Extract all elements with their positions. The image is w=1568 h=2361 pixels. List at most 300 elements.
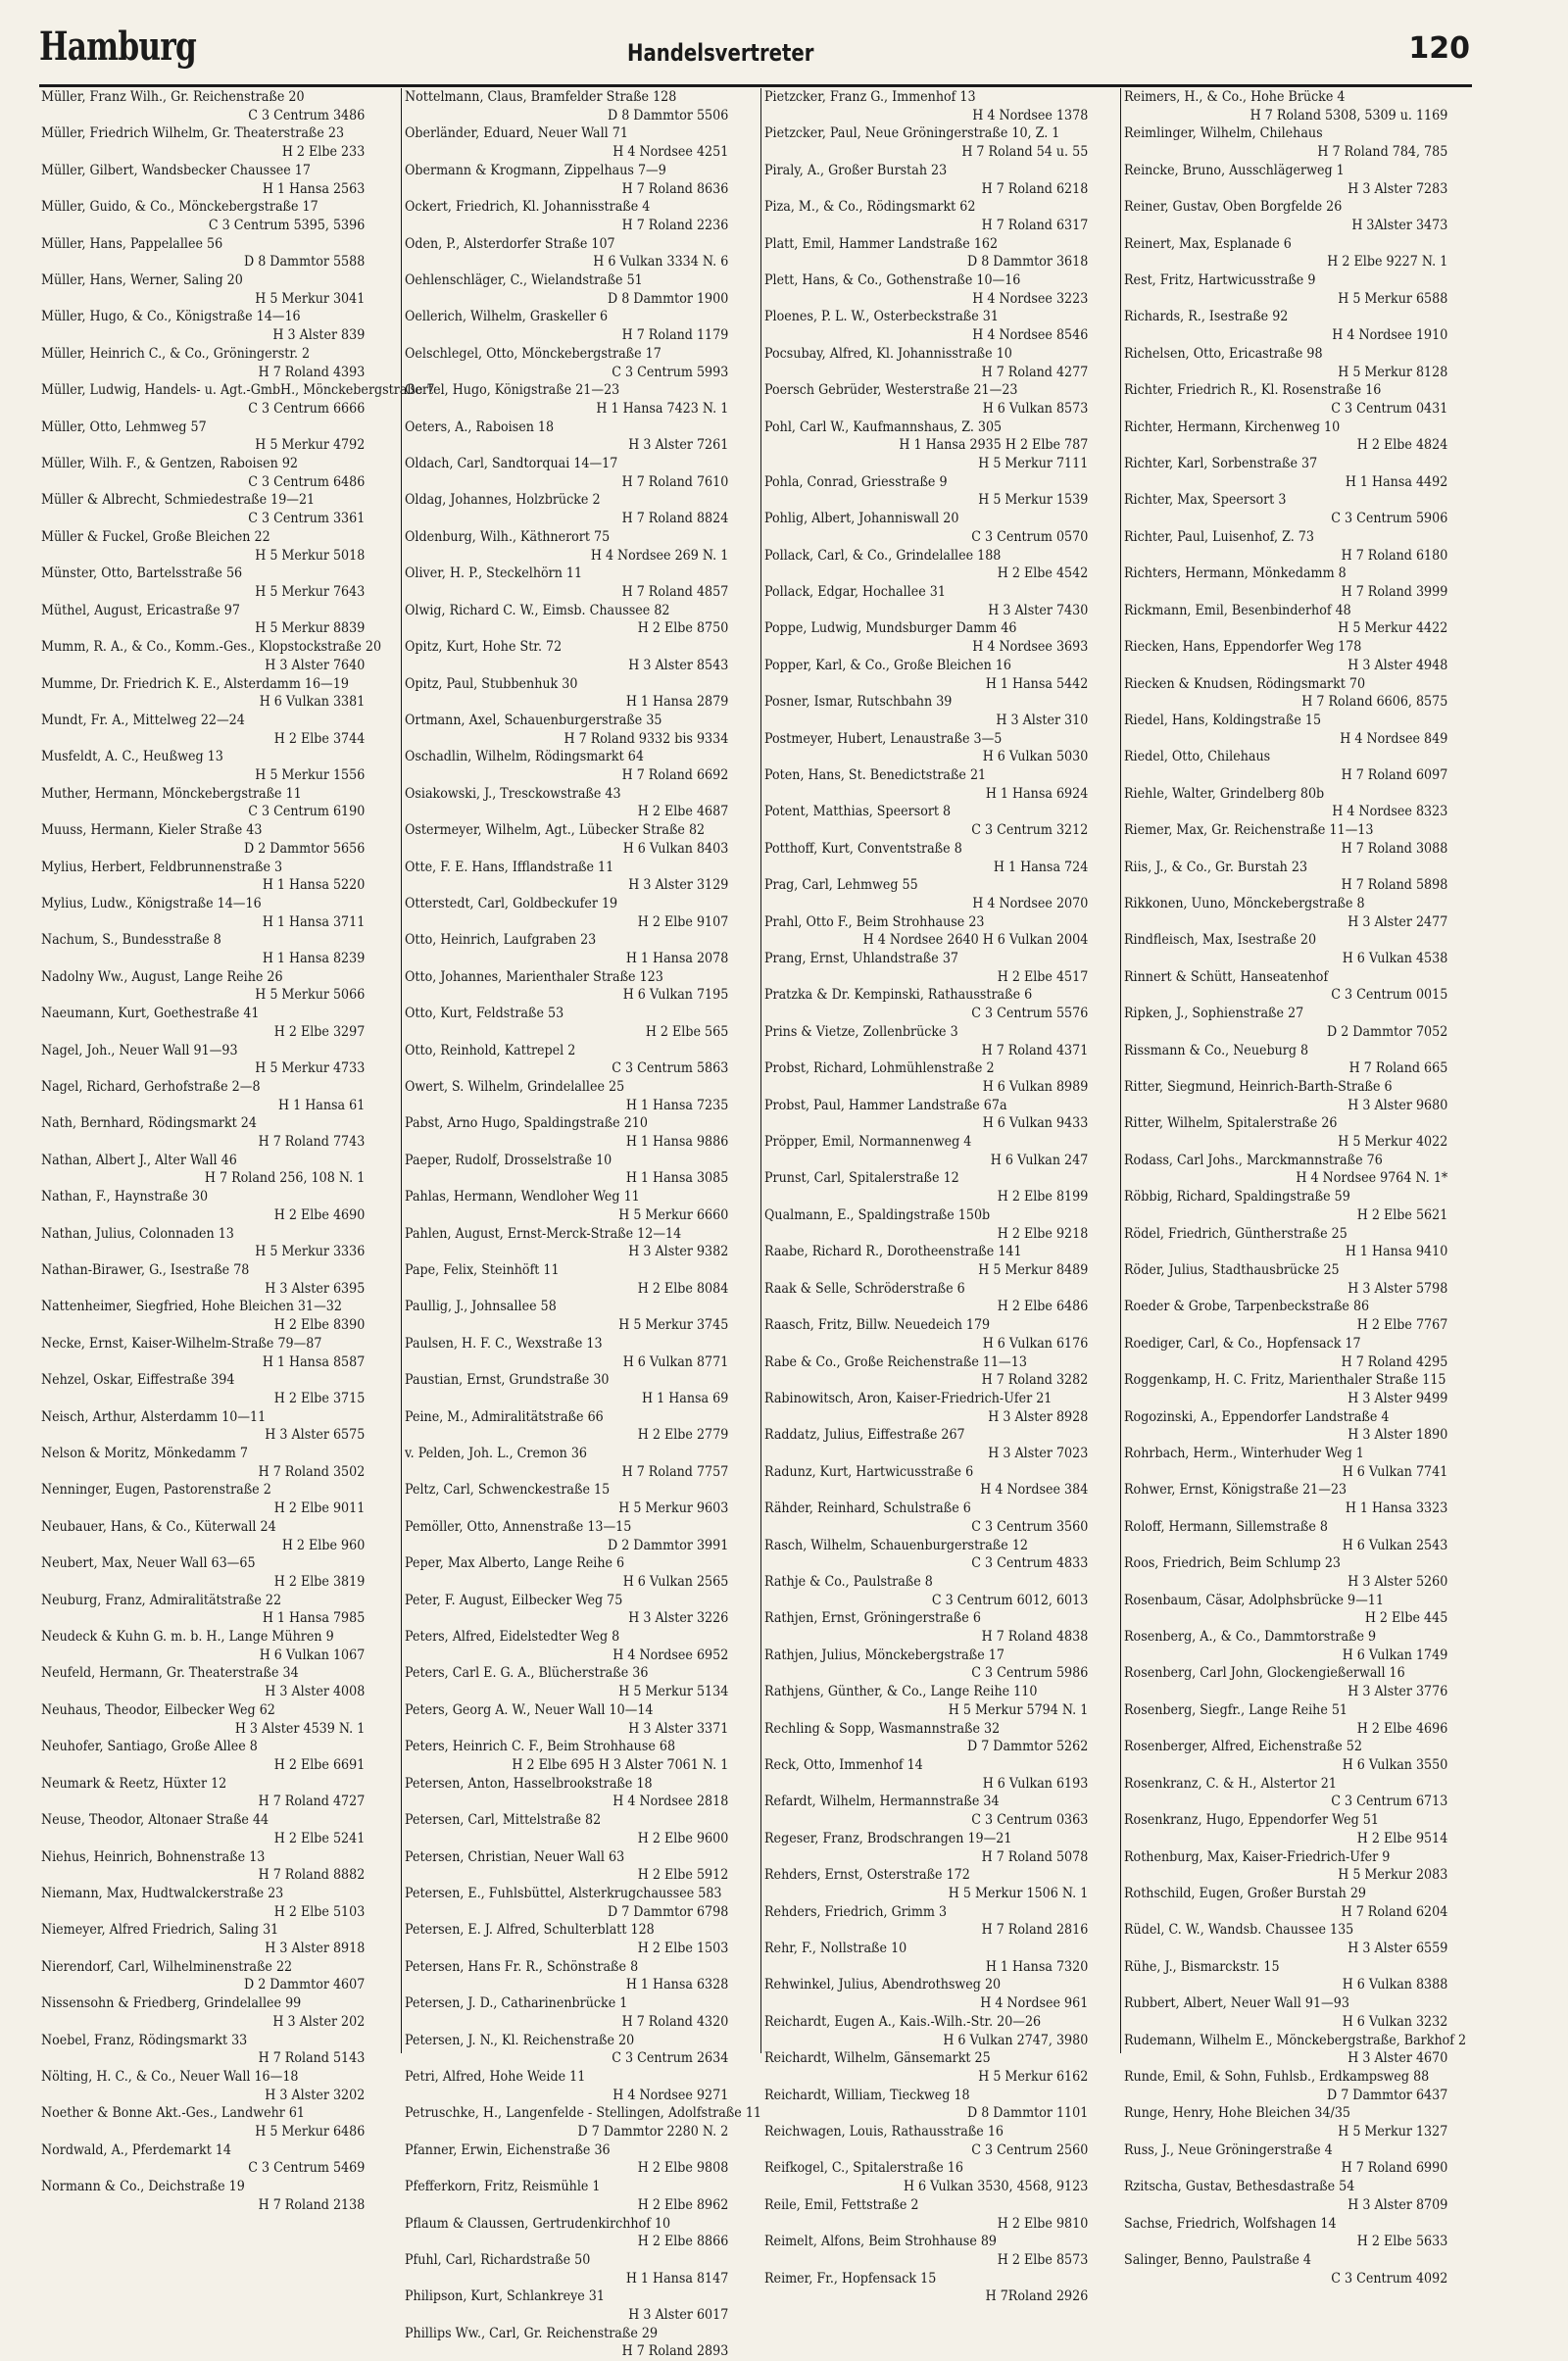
entry-name: Nölting, H. C., & Co., Neuer Wall 16—18 — [41, 2068, 299, 2085]
directory-entry — [405, 1225, 732, 1261]
entry-name: Rähder, Reinhard, Schulstraße 6 — [764, 1500, 971, 1517]
entry-phone: H 2 Elbe 233 — [281, 144, 366, 161]
directory-entry — [405, 931, 732, 967]
directory-entry — [1124, 2251, 1451, 2287]
directory-entry — [764, 455, 1092, 473]
entry-name: Rosenkranz, Hugo, Eppendorfer Weg 51 — [1124, 1812, 1379, 1829]
entry-name: Qualmann, E., Spaldingstraße 150b — [764, 1206, 991, 1223]
entry-name: Nierendorf, Carl, Wilhelminenstraße 22 — [41, 1958, 293, 1975]
entry-phone: H 4 Nordsee 2070 — [972, 895, 1089, 911]
entry-phone: H 7 Roland 3088 — [1341, 840, 1448, 857]
entry-name: Potent, Matthias, Speersort 8 — [764, 804, 952, 820]
entry-phone: H 2 Elbe 960 — [281, 1537, 366, 1553]
entry-phone: H 5 Merkur 8839 — [255, 620, 366, 637]
entry-name: Richter, Max, Speersort 3 — [1124, 492, 1287, 509]
directory-entry — [405, 675, 732, 712]
entry-phone: H 3 Alster 4008 — [265, 1684, 366, 1700]
entry-phone: H 3 Alster 8928 — [988, 1408, 1089, 1425]
entry-name: Rosenberger, Alfred, Eichenstraße 52 — [1124, 1739, 1362, 1755]
directory-entry — [41, 2068, 368, 2104]
entry-name: Pfanner, Erwin, Eichenstraße 36 — [405, 2141, 611, 2158]
entry-phone: H 3 Alster 7283 — [1348, 180, 1448, 197]
directory-entry — [41, 1188, 368, 1224]
entry-name: Petersen, Carl, Mittelstraße 82 — [405, 1812, 602, 1829]
entry-name: v. Pelden, Joh. L., Cremon 36 — [405, 1446, 587, 1462]
entry-phone: H 7 Roland 8824 — [621, 511, 729, 527]
entry-name: Pollack, Edgar, Hochallee 31 — [764, 583, 946, 600]
entry-name: Petersen, E., Fuhlsbüttel, Alsterkrugchaussee 583 — [405, 1885, 722, 1901]
directory-entry — [405, 124, 732, 161]
entry-name: Pahlen, August, Ernst-Merck-Straße 12—14 — [405, 1225, 682, 1242]
entry-phone: H 6 Vulkan 6176 — [982, 1335, 1089, 1352]
entry-phone: H 3 Alster 839 — [272, 327, 366, 344]
directory-entry — [764, 2087, 1092, 2123]
entry-phone: H 7 Roland 1179 — [621, 327, 729, 344]
entry-name: Piraly, A., Großer Burstah 23 — [764, 162, 948, 178]
directory-entry — [1124, 1738, 1451, 1774]
entry-phone: H 7 Roland 4320 — [621, 2013, 729, 2030]
entry-name: Radunz, Kurt, Hartwicusstraße 6 — [764, 1463, 974, 1480]
entry-name: Pietzcker, Paul, Neue Gröningerstraße 10, Z. 1 — [764, 125, 1060, 142]
entry-phone: H 1 Hansa 5220 — [262, 877, 366, 894]
entry-name: Pfefferkorn, Fritz, Reismühle 1 — [405, 2179, 601, 2195]
directory-entry — [41, 308, 368, 344]
entry-name: Riedel, Hans, Koldingstraße 15 — [1124, 712, 1322, 728]
entry-name: Mylius, Ludw., Königstraße 14—16 — [41, 895, 262, 911]
directory-entry — [41, 1592, 368, 1628]
entry-name: Müller & Fuckel, Große Bleichen 22 — [41, 528, 270, 545]
entry-phone: H 6 Vulkan 2747, 3980 — [943, 2032, 1089, 2048]
entry-name: Rinnert & Schütt, Hanseatenhof — [1124, 968, 1329, 985]
entry-phone: C 3 Centrum 0570 — [971, 528, 1089, 545]
entry-name: Ostermeyer, Wilhelm, Agt., Lübecker Straße 82 — [405, 822, 706, 839]
entry-phone: C 3 Centrum 4833 — [971, 1555, 1089, 1572]
entry-name: Reichardt, Wilhelm, Gänsemarkt 25 — [764, 2050, 991, 2067]
directory-entry — [764, 162, 1092, 198]
entry-phone: C 3 Centrum 3361 — [248, 511, 366, 527]
directory-entry — [764, 1206, 1092, 1243]
entry-name: Neuhaus, Theodor, Eilbecker Weg 62 — [41, 1701, 275, 1718]
directory-entry — [764, 1940, 1092, 1976]
entry-phone: H 4 Nordsee 269 N. 1 — [590, 547, 729, 564]
entry-phone: H 3 Alster 3776 — [1348, 1684, 1448, 1700]
directory-entry — [41, 1628, 368, 1664]
entry-name: Richards, R., Isestraße 92 — [1124, 309, 1289, 325]
directory-entry — [41, 785, 368, 821]
directory-entry — [1124, 1994, 1451, 2031]
entry-phone: C 3 Centrum 3486 — [248, 107, 366, 123]
entry-phone: H 6 Vulkan 8771 — [622, 1353, 729, 1370]
directory-entry — [1124, 1371, 1451, 1407]
entry-name: Nelson & Moritz, Mönkedamm 7 — [41, 1446, 248, 1462]
directory-entry — [764, 1537, 1092, 1573]
entry-name: Prunst, Carl, Spitalerstraße 12 — [764, 1170, 959, 1187]
entry-name: Neubert, Max, Neuer Wall 63—65 — [41, 1555, 256, 1572]
directory-entry — [405, 2251, 732, 2287]
entry-phone: C 3 Centrum 0431 — [1331, 400, 1448, 417]
entry-name: Müller, Hugo, & Co., Königstraße 14—16 — [41, 309, 301, 325]
directory-entry — [1124, 1042, 1451, 1078]
entry-name: Müller, Wilh. F., & Gentzen, Raboisen 92 — [41, 456, 299, 472]
entry-phone: H 1 Hansa 2935 H 2 Elbe 787 — [899, 437, 1089, 454]
entry-name: Piza, M., & Co., Rödingsmarkt 62 — [764, 199, 976, 216]
entry-name: Oertel, Hugo, Königstraße 21—23 — [405, 382, 620, 399]
entry-name: Oldenburg, Wilh., Käthnerort 75 — [405, 528, 611, 545]
directory-entry — [405, 2325, 732, 2361]
entry-phone: H 2 Elbe 8390 — [273, 1317, 366, 1334]
entry-phone: D 8 Dammtor 5506 — [607, 107, 729, 123]
entry-phone: H 4 Nordsee 2818 — [612, 1794, 729, 1810]
directory-entry — [764, 1426, 1092, 1462]
entry-phone: H 1 Hansa 2078 — [625, 951, 729, 967]
directory-entry — [41, 602, 368, 638]
directory-entry — [41, 565, 368, 601]
entry-phone: H 4 Nordsee 961 — [980, 1995, 1089, 2012]
directory-entry — [1124, 1445, 1451, 1481]
entry-phone: H 2 Elbe 8750 — [637, 620, 729, 637]
directory-entry — [41, 821, 368, 858]
entry-phone: H 3 Alster 4948 — [1348, 657, 1448, 673]
entry-name: Pröpper, Emil, Normannenweg 4 — [764, 1134, 972, 1151]
directory-entry — [764, 1647, 1092, 1683]
entry-name: Oldag, Johannes, Holzbrücke 2 — [405, 492, 601, 509]
entry-phone: H 4 Nordsee 384 — [980, 1482, 1089, 1499]
directory-entry — [764, 235, 1092, 271]
entry-name: Phillips Ww., Carl, Gr. Reichenstraße 29 — [405, 2325, 659, 2341]
entry-phone: H 6 Vulkan 3381 — [259, 694, 366, 711]
entry-phone: H 7 Roland 7743 — [258, 1134, 366, 1151]
entry-phone: H 2 Elbe 5241 — [273, 1830, 366, 1846]
directory-entry — [405, 1701, 732, 1738]
entry-name: Peter, F. August, Eilbecker Weg 75 — [405, 1592, 623, 1608]
entry-phone: H 2 Elbe 4824 — [1356, 437, 1448, 454]
directory-entry — [405, 1261, 732, 1298]
directory-entry — [764, 381, 1092, 418]
directory-entry — [1124, 748, 1451, 784]
directory-entry — [405, 528, 732, 565]
entry-phone: H 3 Alster 3226 — [628, 1610, 729, 1627]
entry-phone: H 5 Merkur 6486 — [255, 2124, 366, 2140]
entry-name: Popper, Karl, & Co., Große Bleichen 16 — [764, 657, 1011, 673]
directory-entry — [41, 1775, 368, 1811]
entry-name: Müller, Ludwig, Handels- u. Agt.-GmbH., Mönckebergstraße 7 — [41, 382, 435, 399]
directory-entry — [764, 840, 1092, 876]
entry-name: Reimer, Fr., Hopfensack 15 — [764, 2270, 937, 2287]
entry-name: Ockert, Friedrich, Kl. Johannisstraße 4 — [405, 199, 651, 216]
entry-name: Rathje & Co., Paulstraße 8 — [764, 1573, 933, 1590]
entry-phone: H 2 Elbe 4696 — [1356, 1720, 1448, 1737]
entry-phone: H 4 Nordsee 9764 N. 1* — [1296, 1170, 1448, 1187]
entry-phone: H 3 Alster 8709 — [1348, 2196, 1448, 2213]
directory-entry — [41, 418, 368, 455]
entry-phone: H 4 Nordsee 4251 — [612, 144, 729, 161]
entry-phone: C 3 Centrum 6666 — [248, 400, 366, 417]
entry-phone: H 2 Elbe 4517 — [997, 968, 1089, 985]
directory-columns — [41, 88, 1472, 2360]
entry-phone: H 3 Alster 6575 — [265, 1427, 366, 1444]
entry-phone: H 6 Vulkan 2543 — [1342, 1537, 1448, 1553]
directory-entry — [764, 876, 1092, 912]
entry-name: Rosenberg, Siegfr., Lange Reihe 51 — [1124, 1701, 1348, 1718]
entry-name: Reinert, Max, Esplanade 6 — [1124, 235, 1292, 252]
entry-name: Müller, Hans, Werner, Saling 20 — [41, 272, 243, 289]
entry-phone: H 7 Roland 6218 — [981, 180, 1089, 197]
directory-entry — [405, 1921, 732, 1957]
directory-entry — [405, 2141, 732, 2178]
directory-entry — [1124, 308, 1451, 344]
entry-name: Peters, Alfred, Eidelstedter Weg 8 — [405, 1629, 620, 1646]
entry-name: Rohrbach, Herm., Winterhuder Weg 1 — [1124, 1446, 1364, 1462]
entry-name: Regeser, Franz, Brodschrangen 19—21 — [764, 1830, 1012, 1846]
entry-phone: H 1 Hansa 2879 — [625, 694, 729, 711]
entry-name: Opitz, Paul, Stubbenhuk 30 — [405, 675, 578, 692]
entry-name: Muuss, Hermann, Kieler Straße 43 — [41, 822, 263, 839]
directory-entry — [405, 1298, 732, 1334]
entry-name: Niemeyer, Alfred Friedrich, Saling 31 — [41, 1922, 279, 1939]
directory-entry — [1124, 235, 1451, 271]
entry-phone: H 3 Alster 4539 N. 1 — [234, 1720, 366, 1737]
page-number: 120 — [1408, 31, 1470, 66]
entry-name: Plett, Hans, & Co., Gothenstraße 10—16 — [764, 272, 1021, 289]
entry-phone: H 7 Roland 5898 — [1341, 877, 1448, 894]
directory-entry — [764, 418, 1092, 455]
entry-name: Otto, Reinhold, Kattrepel 2 — [405, 1042, 576, 1058]
directory-entry — [1124, 124, 1451, 161]
entry-name: Ritter, Wilhelm, Spitalerstraße 26 — [1124, 1115, 1338, 1132]
entry-name: Muther, Hermann, Mönckebergstraße 11 — [41, 785, 302, 802]
entry-name: Ritter, Siegmund, Heinrich-Barth-Straße 6 — [1124, 1078, 1393, 1095]
entry-phone: C 3 Centrum 6486 — [248, 473, 366, 490]
entry-name: Peters, Heinrich C. F., Beim Strohhause 68 — [405, 1739, 676, 1755]
entry-name: Richter, Karl, Sorbenstraße 37 — [1124, 456, 1318, 472]
directory-entry — [1124, 785, 1451, 821]
entry-name: Olwig, Richard C. W., Eimsb. Chaussee 82 — [405, 602, 670, 618]
directory-entry — [1124, 1628, 1451, 1664]
entry-phone: H 3 Alster 3371 — [628, 1720, 729, 1737]
entry-name: Otto, Kurt, Feldstraße 53 — [405, 1006, 564, 1022]
entry-name: Oehlenschläger, C., Wielandstraße 51 — [405, 272, 643, 289]
entry-name: Roos, Friedrich, Beim Schlump 23 — [1124, 1555, 1342, 1572]
entry-phone: H 2 Elbe 6486 — [997, 1299, 1089, 1315]
entry-phone: H 3 Alster 7261 — [628, 437, 729, 454]
entry-name: Pohla, Conrad, Griesstraße 9 — [764, 473, 948, 490]
directory-entry — [405, 1554, 732, 1591]
entry-name: Müller, Franz Wilh., Gr. Reichenstraße 20 — [41, 89, 305, 105]
directory-entry — [764, 1793, 1092, 1829]
entry-name: Refardt, Wilhelm, Hermannstraße 34 — [764, 1794, 1000, 1810]
column-1 — [41, 88, 435, 2213]
entry-name: Rühe, J., Bismarckstr. 15 — [1124, 1958, 1280, 1975]
directory-entry — [405, 162, 732, 198]
entry-phone: H 7 Roland 6097 — [1341, 767, 1448, 784]
directory-entry — [1124, 638, 1451, 674]
entry-phone: H 5 Merkur 6660 — [618, 1206, 729, 1223]
entry-phone: H 7 Roland 4393 — [258, 364, 366, 380]
entry-name: Otto, Johannes, Marienthaler Straße 123 — [405, 968, 663, 985]
directory-entry — [41, 1811, 368, 1847]
directory-entry — [1124, 1848, 1451, 1885]
entry-name: Posner, Ismar, Rutschbahn 39 — [764, 694, 953, 711]
entry-name: Reimelt, Alfons, Beim Strohhause 89 — [764, 2234, 998, 2250]
entry-name: Reincke, Bruno, Ausschlägerweg 1 — [1124, 162, 1345, 178]
entry-phone: H 1 Hansa 724 — [993, 859, 1089, 875]
entry-phone: H 2 Elbe 9107 — [637, 913, 729, 930]
directory-entry — [405, 602, 732, 638]
entry-name: Rikkonen, Uuno, Mönckebergstraße 8 — [1124, 895, 1365, 911]
directory-entry — [1124, 859, 1451, 895]
directory-entry — [764, 1097, 1092, 1133]
directory-entry — [1124, 675, 1451, 712]
entry-phone: H 1 Hansa 7423 N. 1 — [596, 400, 729, 417]
entry-phone: H 2 Elbe 8573 — [997, 2251, 1089, 2268]
entry-name: Paullig, J., Johnsallee 58 — [405, 1299, 557, 1315]
entry-phone: H 7 Roland 6180 — [1341, 547, 1448, 564]
entry-name: Peters, Georg A. W., Neuer Wall 10—14 — [405, 1701, 654, 1718]
directory-entry — [1124, 602, 1451, 638]
entry-name: Peltz, Carl, Schwenckestraße 15 — [405, 1482, 611, 1499]
entry-name: Rickmann, Emil, Besenbinderhof 48 — [1124, 602, 1351, 618]
entry-name: Ripken, J., Sophienstraße 27 — [1124, 1006, 1304, 1022]
entry-phone: H 7 Roland 6692 — [621, 767, 729, 784]
entry-name: Richter, Paul, Luisenhof, Z. 73 — [1124, 528, 1314, 545]
directory-entry — [41, 1005, 368, 1041]
entry-name: Paustian, Ernst, Grundstraße 30 — [405, 1372, 610, 1389]
directory-entry — [41, 968, 368, 1005]
entry-name: Nattenheimer, Siegfried, Hohe Bleichen 31—32 — [41, 1299, 342, 1315]
entry-name: Müller, Hans, Pappelallee 56 — [41, 235, 223, 252]
directory-entry — [405, 308, 732, 344]
directory-entry — [764, 1866, 1092, 1902]
entry-name: Runge, Henry, Hohe Bleichen 34/35 — [1124, 2105, 1350, 2122]
entry-phone: C 3 Centrum 6190 — [248, 804, 366, 820]
entry-name: Rothenburg, Max, Kaiser-Friedrich-Ufer 9 — [1124, 1848, 1391, 1865]
directory-entry — [1124, 565, 1451, 601]
directory-entry — [405, 1848, 732, 1885]
entry-name: Rosenberg, A., & Co., Dammtorstraße 9 — [1124, 1629, 1377, 1646]
entry-name: Reifkogel, C., Spitalerstraße 16 — [764, 2160, 963, 2177]
entry-name: Nagel, Richard, Gerhofstraße 2—8 — [41, 1078, 261, 1095]
entry-name: Nenninger, Eugen, Pastorenstraße 2 — [41, 1482, 271, 1499]
entry-name: Müller, Friedrich Wilhelm, Gr. Theaterstraße 23 — [41, 125, 345, 142]
entry-name: Rubbert, Albert, Neuer Wall 91—93 — [1124, 1995, 1349, 2012]
entry-phone: H 7 Roland 54 u. 55 — [961, 144, 1089, 161]
entry-name: Rathjen, Ernst, Gröningerstraße 6 — [764, 1610, 981, 1627]
directory-entry — [405, 712, 732, 748]
entry-phone: H 7 Roland 4838 — [981, 1629, 1089, 1646]
entry-phone: H 7 Roland 2816 — [981, 1922, 1089, 1939]
entry-name: Rathjen, Julius, Mönckebergstraße 17 — [764, 1647, 1004, 1663]
entry-phone: H 3 Alster 3202 — [265, 2087, 366, 2103]
entry-name: Reile, Emil, Fettstraße 2 — [764, 2196, 919, 2213]
entry-phone: D 8 Dammtor 3618 — [966, 254, 1089, 271]
directory-entry — [41, 381, 435, 418]
entry-phone: C 3 Centrum 5469 — [248, 2160, 366, 2177]
entry-phone: H 1 Hansa 5442 — [985, 675, 1089, 692]
entry-phone: H 3 Alster 3129 — [628, 877, 729, 894]
entry-name: Neisch, Arthur, Alsterdamm 10—11 — [41, 1408, 267, 1425]
entry-phone: H 5 Merkur 1506 N. 1 — [948, 1885, 1089, 1901]
entry-phone: H 7 Roland 5308, 5309 u. 1169 — [1250, 107, 1448, 123]
directory-entry — [41, 1848, 368, 1885]
directory-entry — [764, 124, 1092, 161]
directory-entry — [41, 2141, 368, 2178]
entry-phone: C 3 Centrum 0015 — [1331, 987, 1448, 1004]
directory-entry — [41, 1408, 368, 1445]
entry-phone: H 7 Roland 2138 — [258, 2196, 366, 2213]
entry-name: Rechling & Sopp, Wasmannstraße 32 — [764, 1720, 1001, 1737]
city-heading: Hamburg — [39, 24, 197, 70]
directory-entry — [41, 345, 368, 381]
entry-phone: C 3 Centrum 2634 — [612, 2050, 729, 2067]
directory-entry — [405, 345, 732, 381]
directory-entry — [405, 198, 732, 234]
entry-phone: H 2 Elbe 1503 — [637, 1941, 729, 1957]
header-rule — [39, 84, 1472, 87]
directory-entry — [764, 1683, 1092, 1719]
entry-name: Rehders, Ernst, Osterstraße 172 — [764, 1867, 970, 1884]
entry-phone: H 7 Roland 4727 — [258, 1794, 366, 1810]
entry-name: Rasch, Wilhelm, Schauenburgerstraße 12 — [764, 1537, 1028, 1553]
directory-entry — [405, 1445, 732, 1481]
entry-name: Neudeck & Kuhn G. m. b. H., Lange Mühren 9 — [41, 1629, 334, 1646]
entry-phone: H 3 Alster 7640 — [265, 657, 366, 673]
entry-phone: H 2 Elbe 4542 — [997, 566, 1089, 582]
entry-phone: H 2 Elbe 3297 — [273, 1023, 366, 1040]
entry-name: Pahlas, Hermann, Wendloher Weg 11 — [405, 1189, 640, 1205]
entry-name: Salinger, Benno, Paulstraße 4 — [1124, 2251, 1311, 2268]
entry-name: Oellerich, Wilhelm, Graskeller 6 — [405, 309, 609, 325]
directory-entry — [1124, 1261, 1451, 1298]
entry-name: Sachse, Friedrich, Wolfshagen 14 — [1124, 2215, 1337, 2232]
entry-phone: H 2 Elbe 8866 — [637, 2234, 729, 2250]
entry-name: Roeder & Grobe, Tarpenbeckstraße 86 — [1124, 1299, 1370, 1315]
directory-entry — [405, 1481, 732, 1517]
entry-phone: H 3Alster 3473 — [1351, 217, 1448, 233]
entry-phone: H 6 Vulkan 3334 N. 6 — [593, 254, 729, 271]
directory-entry — [41, 1445, 368, 1481]
entry-phone: H 7 Roland 256, 108 N. 1 — [204, 1170, 366, 1187]
entry-phone: H 6 Vulkan 4538 — [1342, 951, 1448, 967]
entry-name: Nissensohn & Friedberg, Grindelallee 99 — [41, 1995, 302, 2012]
entry-phone: H 6 Vulkan 6193 — [982, 1775, 1089, 1792]
entry-phone: C 3 Centrum 3560 — [971, 1518, 1089, 1535]
entry-phone: H 5 Merkur 4422 — [1338, 620, 1448, 637]
entry-name: Mumme, Dr. Friedrich K. E., Alsterdamm 16—19 — [41, 675, 349, 692]
entry-phone: C 3 Centrum 0363 — [971, 1812, 1089, 1829]
directory-entry — [405, 748, 732, 784]
directory-entry — [1124, 1335, 1451, 1371]
entry-phone: H 1 Hansa 8587 — [262, 1353, 366, 1370]
entry-phone: H 2 Elbe 6691 — [273, 1756, 366, 1773]
entry-name: Petersen, E. J. Alfred, Schulterblatt 128 — [405, 1922, 655, 1939]
entry-phone: H 5 Merkur 6588 — [1338, 290, 1448, 307]
directory-entry — [41, 1481, 368, 1517]
entry-phone: H 1 Hansa 3085 — [625, 1170, 729, 1187]
entry-phone: H 2 Elbe 5621 — [1356, 1206, 1448, 1223]
entry-name: Poersch Gebrüder, Westerstraße 21—23 — [764, 382, 1018, 399]
directory-entry — [405, 381, 732, 418]
entry-phone: C 3 Centrum 5576 — [971, 1006, 1089, 1022]
entry-phone: H 7 Roland 6317 — [981, 217, 1089, 233]
entry-phone: H 3 Alster 2477 — [1348, 913, 1448, 930]
directory-entry — [41, 712, 368, 748]
entry-phone: H 2 Elbe 2779 — [637, 1427, 729, 1444]
directory-entry — [764, 1023, 1092, 1059]
directory-entry — [764, 693, 1092, 729]
directory-entry — [764, 1280, 1092, 1316]
entry-phone: H 7 Roland 4295 — [1341, 1353, 1448, 1370]
entry-name: Reichardt, Eugen A., Kais.-Wilh.-Str. 20—26 — [764, 2013, 1042, 2030]
